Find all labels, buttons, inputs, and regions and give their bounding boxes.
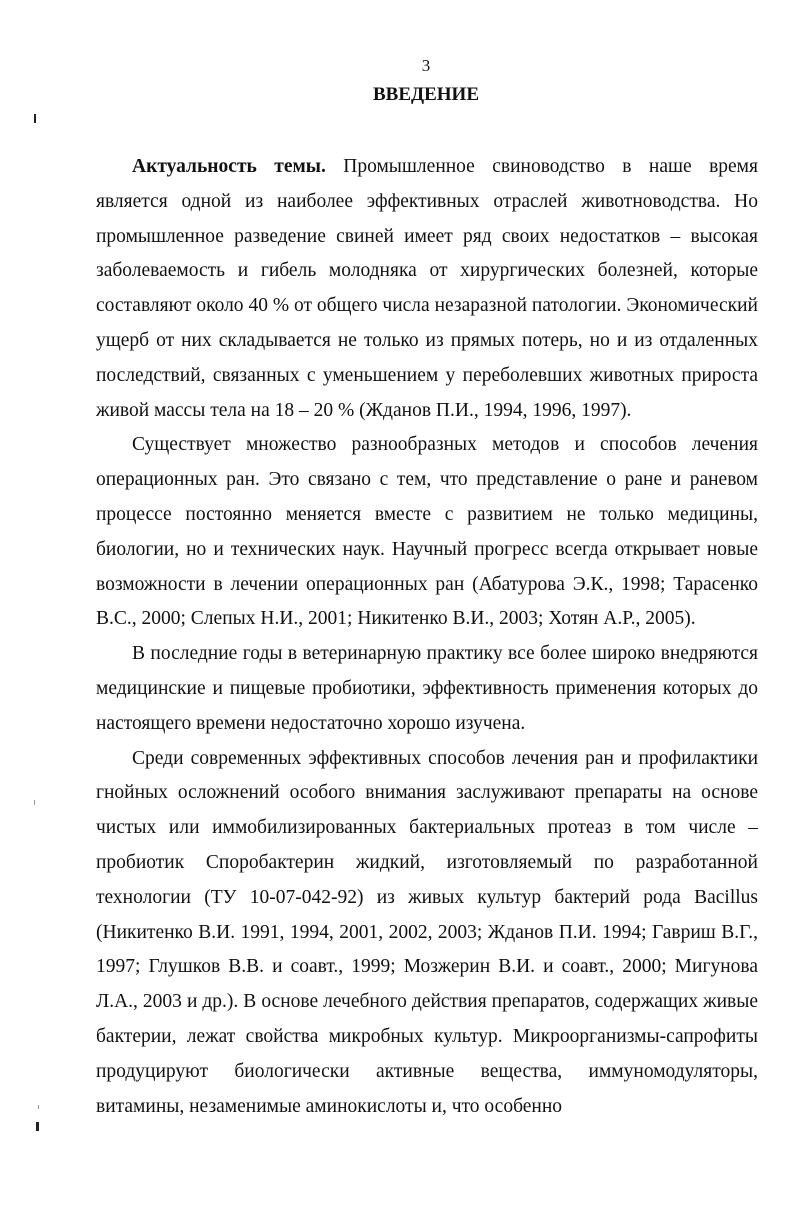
scan-mark xyxy=(38,1105,39,1109)
paragraph-text: Промышленное свиноводство в наше время является одной из наиболее эффективных отраслей животноводства. Но промышленное разведение свиней имеет ряд своих недостатков – высокая заболеваемость и гибель молодняка от хирургических болезней, которые составляют около 40 % от общего числа незаразной патологии. Экономический ущерб от них складывается не только из прямых потерь, но и из отдаленных последствий, связанных с уменьшением у переболевших животных прироста живой массы тела на 18 – 20 % (Жданов П.И., 1994, 1996, 1997). xyxy=(96,156,758,421)
scan-mark xyxy=(34,114,36,123)
scan-mark xyxy=(34,800,35,805)
relevance-label: Актуальность темы. xyxy=(132,156,326,177)
page-number: 3 xyxy=(421,56,431,75)
paragraph-methods: Существует множество разнообразных методов и способов лечения операционных ран. Это связано с тем, что представление о ране и раневом процессе постоянно меняется вместе с развитием не только медицины, биологии, но и технических наук. Научный прогресс всегда открывает новые возможности в лечении операционных ран (Абатурова Э.К., 1998; Тарасенко В.С., 2000; Слепых Н.И., 2001; Никитенко В.И., 2003; Хотян А.Р., 2005). xyxy=(96,434,758,630)
page-title: ВВЕДЕНИЕ xyxy=(373,84,479,105)
paragraph-probiotics: В последние годы в ветеринарную практику все более широко внедряются медицинские и пищевые пробиотики, эффективность применения которых до настоящего времени недостаточно хорошо изучена. xyxy=(96,643,758,734)
paragraph-sporobacterin: Среди современных эффективных способов лечения ран и профилактики гнойных осложнений особого внимания заслуживают препараты на основе чистых или иммобилизированных бактериальных протеаз в том числе – пробиотик Споробактерин жидкий, изготовляемый по разработанной технологии (ТУ 10-07-042-92) из живых культур бактерий рода Bacillus (Никитенко В.И. 1991, 1994, 2001, 2002, 2003; Жданов П.И. 1994; Гавриш В.Г., 1997; Глушков В.В. и соавт., 1999; Мозжерин В.И. и соавт., 2000; Мигунова Л.А., 2003 и др.). В основе лечебного действия препаратов, содержащих живые бактерии, лежат свойства микробных культур. Микроорганизмы-сапрофиты продуцируют биологически активные вещества, иммуномодуляторы, витамины, незаменимые аминокислоты и, что особенно xyxy=(96,747,758,1117)
paragraph-relevance xyxy=(96,150,758,428)
body-text xyxy=(96,150,758,1124)
scan-mark xyxy=(36,1122,39,1131)
